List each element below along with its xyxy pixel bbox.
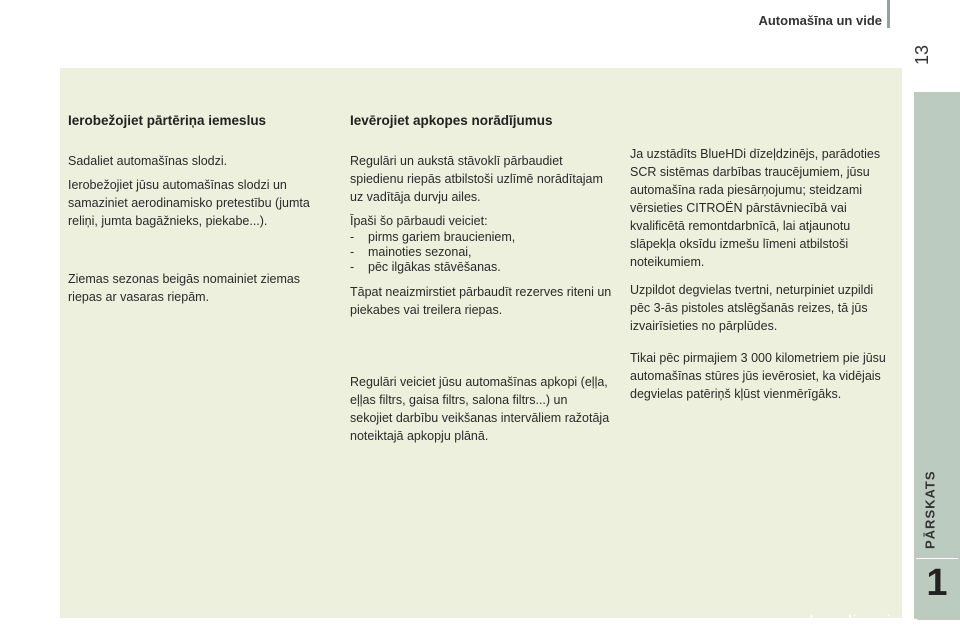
paragraph: Sadaliet automašīnas slodzi.	[68, 154, 228, 168]
paragraph: Ziemas sezonas beigās nomainiet ziemas riepas ar vasaras riepām.	[68, 272, 301, 304]
list-item: - pēc ilgākas stāvēšanas.	[350, 260, 612, 275]
site-watermark: carmanualsonline.info	[715, 612, 920, 635]
paragraph: Ja uzstādīts BlueHDi dīzeļdzinējs, parādoties SCR sistēmas darbības traucējumiem, jūsu automašīna rada piesārņojumu; steidzami vērsieties CITROËN pārstāvniecībā vai kvalificētā remontdarbnīcā, lai atjaunotu slāpekļa oksīdu izmešu līmeni atbilstoši noteikumiem.	[630, 147, 881, 269]
paragraph: Tāpat neaizmirstiet pārbaudīt rezerves riteni un piekabes vai treilera riepas.	[350, 285, 612, 317]
header-divider	[887, 0, 890, 28]
paragraph: Regulāri veiciet jūsu automašīnas apkopi (eļļa, eļļas filtrs, gaisa filtrs, salona filtrs...) un sekojiet darbību veikšanas intervāliem ražotāja noteiktajā apkopju plānā.	[350, 375, 610, 443]
column-maintenance	[350, 112, 612, 451]
paragraph: Ierobežojiet jūsu automašīnas slodzi un samaziniet aerodinamisko pretestību (jumta reliņi, jumta bagāžnieks, piekabe...).	[68, 178, 310, 228]
section-heading-maintenance: Ievērojiet apkopes norādījumus	[350, 113, 553, 128]
paragraph: Īpaši šo pārbaudi veiciet:	[350, 214, 488, 228]
side-tab-divider	[916, 558, 958, 559]
chapter-number: 1	[926, 562, 948, 604]
chapter-tab-label: PĀRSKATS	[922, 470, 938, 550]
paragraph: Regulāri un aukstā stāvoklī pārbaudiet spiedienu riepās atbilstoši uzlīmē norādītajam uz vadītāja durvju ailes.	[350, 154, 603, 204]
page-header-title: Automašīna un vide	[758, 13, 882, 28]
paragraph: Tikai pēc pirmajiem 3 000 kilometriem pie jūsu automašīnas stūres jūs ievērosiet, ka vidējais degvielas patēriņš kļūst vienmērīgāks.	[630, 351, 886, 401]
section-heading-load: Ierobežojiet pārtēriņa iemeslus	[68, 113, 267, 128]
column-load-reduction	[68, 112, 333, 312]
list-item: - pirms gariem braucieniem,	[350, 230, 612, 245]
list-item: - mainoties sezonai,	[350, 245, 612, 260]
column-additional-notes	[630, 145, 895, 409]
check-occasions-list	[350, 230, 612, 275]
paragraph: Uzpildot degvielas tvertni, neturpiniet uzpildi pēc 3-ās pistoles atslēgšanās reizes, tā jūs izvairīsieties no pārplūdes.	[630, 283, 874, 333]
page-number: 13	[912, 44, 932, 66]
